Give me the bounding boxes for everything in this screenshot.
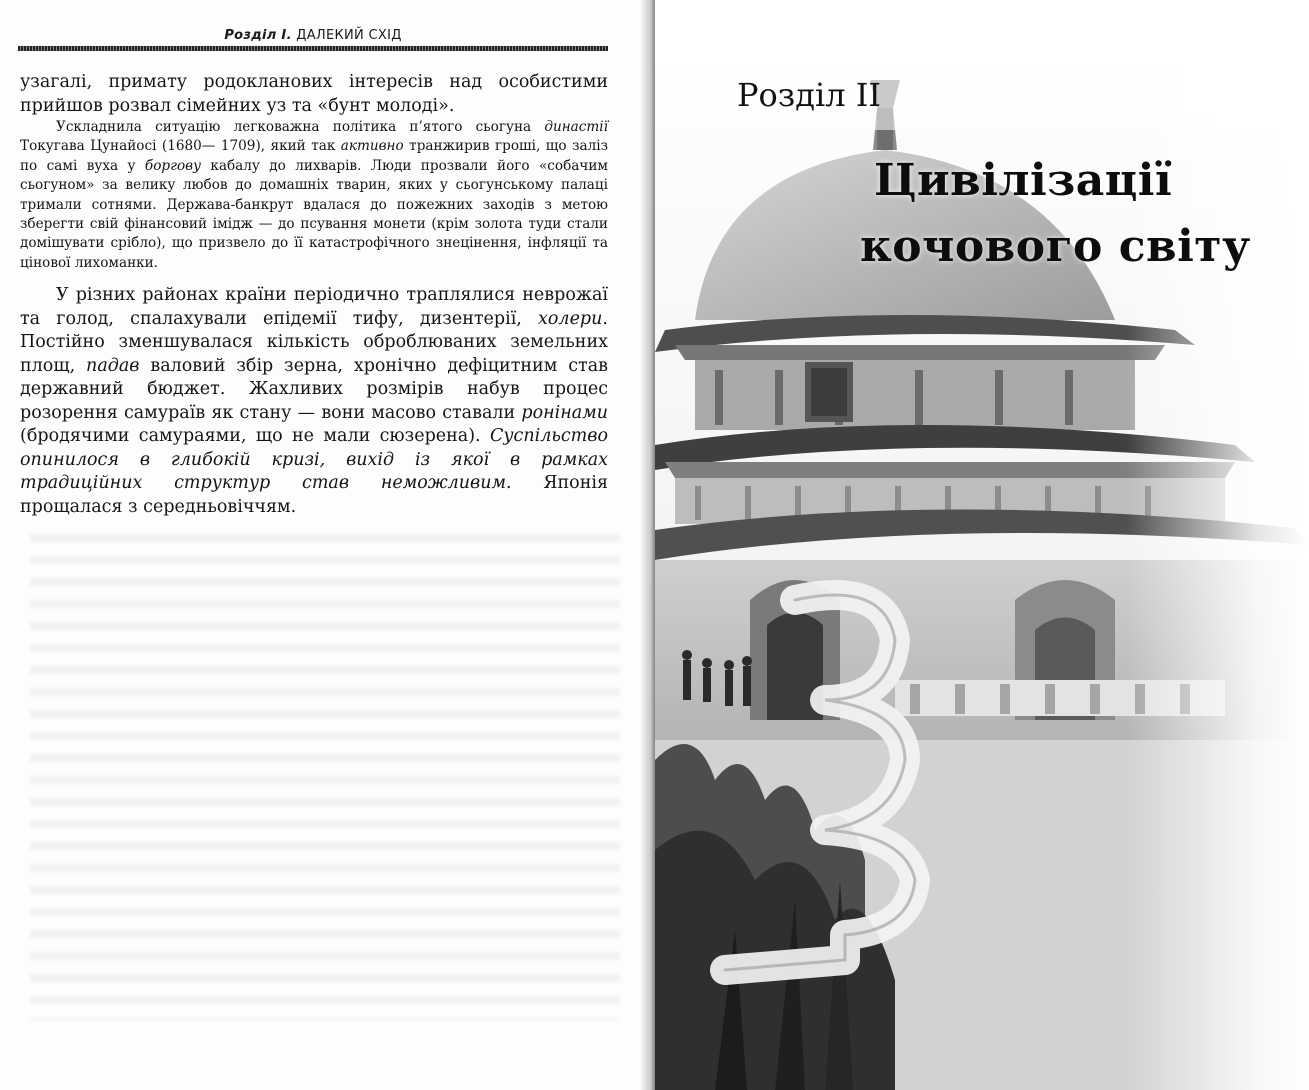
running-header: [18, 28, 608, 43]
paragraph-3-text: валовий збір зерна, хронічно дефіцитним став державний бюджет. Жахливих розмірів набув процес розорення самураїв як стану — вони масово ставали: [20, 355, 608, 423]
chapter-title-line-1: Цивілізації: [874, 155, 1173, 206]
running-header-section: Розділ I.: [224, 28, 292, 43]
paragraph-3: [20, 284, 608, 519]
paragraph-2: [20, 118, 608, 273]
paragraph-2-text: Ускладнила ситуацію легковажна політика п’ятого сьогуна: [56, 119, 545, 135]
chapter-label: Розділ II: [737, 76, 881, 114]
paragraph-3-text: . Постійно зменшувалася кількість оброблюваних земельних площ,: [20, 308, 608, 376]
paragraph-2-emphasis: боргову: [144, 157, 201, 174]
header-rule: [18, 46, 608, 51]
paragraph-3-text: У різних районах країни періодично траплялися неврожаї та голод, спалахували епідемії тифу, дизентерії,: [20, 285, 608, 329]
paragraph-3-emphasis: холери: [538, 308, 603, 329]
paragraph-3-text: (бродячими самураями, що не мали сюзерена).: [20, 426, 490, 446]
bleed-through-texture: [30, 520, 620, 1020]
paragraph-3-emphasis: ронінами: [521, 402, 608, 423]
paragraph-3-emphasis: Суспільство опинилося в глибокій кризі, вихід із якої в рамках традиційних структур став неможливим.: [20, 426, 608, 493]
paragraph-2-emphasis: активно: [340, 138, 404, 155]
running-header-title: ДАЛЕКИЙ СХІД: [296, 28, 402, 43]
paragraph-1: узагалі, примату родоклановиx інтересів над особистими прийшов розвал сімейних уз та «бунт молоді».: [20, 72, 608, 116]
paragraph-2-text: транжирив гроші, що заліз по самі вуха у: [20, 138, 608, 174]
paragraph-2-emphasis: династії: [544, 119, 608, 135]
paragraph-3-text: Японія прощалася з середньовіччям.: [20, 473, 609, 517]
paragraph-2-text: кабалу до лихварів. Люди прозвали його «собачим сьогуном» за велику любов до домашніх тварин, яких у сьогунському палаці тримали сотнями. Держава-банкрут вдалася до пожежних заходів з метою зберегти свій фінансовий імідж — до псування монети (крім золота туди стали домішувати срібло), що призвело до її катастрофічного знецінення, інфляції та цінової лихоманки.: [20, 157, 609, 271]
chapter-title: [860, 148, 1300, 280]
right-page: [655, 0, 1309, 1090]
paragraph-2-text: Токугава Цунайосі (1680— 1709), який так: [20, 138, 341, 155]
chapter-title-line-2: кочового світу: [860, 221, 1251, 272]
paragraph-3-emphasis: падав: [86, 355, 140, 376]
